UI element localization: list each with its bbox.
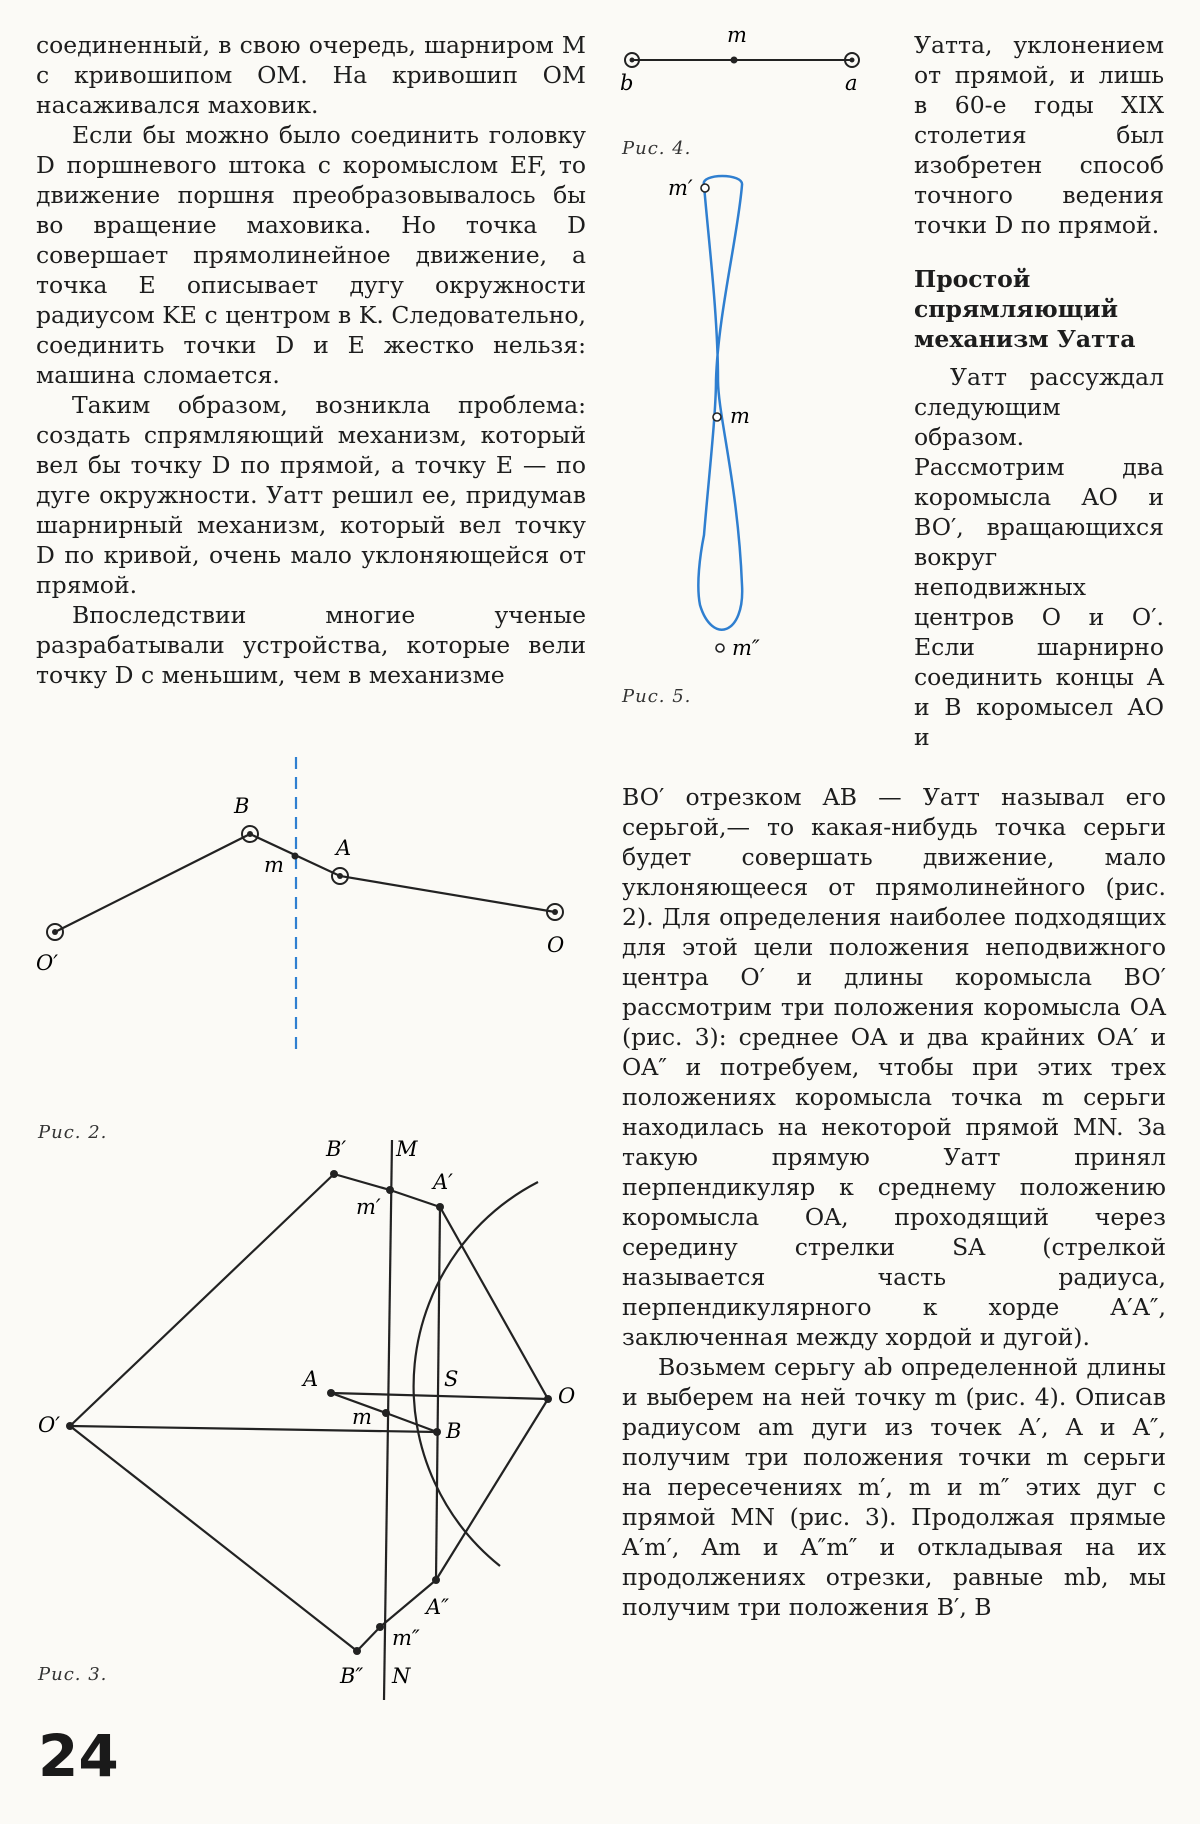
- fig2-label-O: O: [547, 933, 565, 957]
- fig3-point-m1: [386, 1186, 394, 1194]
- fig3-label-m1: m′: [356, 1195, 381, 1219]
- fig2-joint-O1-inner: [52, 929, 58, 935]
- fig3-line-AO: [331, 1393, 548, 1399]
- fig3-line-O1B: [70, 1426, 437, 1432]
- fig3-label-A1: A′: [433, 1170, 453, 1194]
- fig4-label-a: a: [845, 71, 858, 95]
- fig3-label-m: m: [352, 1405, 372, 1429]
- paragraph: соединенный, в свою очередь, шарниром M с кривошипом OM. На кривошип OM насаживался маховик.: [36, 31, 586, 119]
- fig5-label-m: m: [730, 404, 750, 428]
- fig3-line-A1A2: [436, 1207, 440, 1580]
- fig3-caption: Рис. 3.: [38, 1664, 108, 1685]
- fig3-label-B1: B′: [326, 1137, 347, 1161]
- paragraph: BO′ отрезком AB — Уатт называл его серьгой,— то какая-нибудь точка серьги будет совершать движение, мало уклоняющееся от прямолинейного (рис. 2). Для определения наиболее подходящих для этой цели положения неподвижного центра O′ и длины коромысла BO′ рассмотрим три положения коромысла OA (рис. 3): среднее OA и два крайних OA′ и OA″ и потребуем, чтобы при этих трех положениях коромысла точка m серьги находилась на некоторой прямой MN. За такую прямую Уатт принял перпендикуляр к среднему положению коромысла OA, проходящий через середину стрелки SA (стрелкой называется часть радиуса, перпендикулярного к хорде A′A″, заключенная между хордой и дугой).: [622, 783, 1166, 1351]
- fig3-point-O: [544, 1395, 552, 1403]
- fig3-label-O1: O′: [38, 1413, 60, 1437]
- fig2-label-B: B: [234, 794, 250, 818]
- fig3-label-S: S: [444, 1367, 459, 1391]
- figure-2: [0, 752, 610, 1052]
- fig5-label-m1: m′: [668, 176, 693, 200]
- fig3-line-O1B2: [70, 1426, 357, 1651]
- page-number: 24: [38, 1722, 119, 1790]
- fig3-arc: [414, 1182, 538, 1566]
- fig3-point-B: [433, 1428, 441, 1436]
- fig5-point-m: [713, 413, 721, 421]
- paragraph: Таким образом, возникла проблема: создать спрямляющий механизм, который вел бы точку D по прямой, а точку E — по дуге окружности. Уатт решил ее, придумав шарнирный механизм, который вел точку D по кривой, очень мало уклоняющейся от прямой.: [36, 391, 586, 599]
- fig3-point-A1: [436, 1203, 444, 1211]
- fig4-label-b: b: [620, 71, 634, 95]
- fig3-point-B1: [330, 1170, 338, 1178]
- fig3-point-m: [382, 1409, 390, 1417]
- figure-4: [615, 22, 875, 102]
- fig2-label-O1: O′: [36, 951, 58, 975]
- fig4-label-m: m: [727, 23, 747, 47]
- fig3-label-m2: m″: [392, 1626, 420, 1650]
- left-text-column: [36, 30, 586, 690]
- fig4-point-m: [731, 57, 738, 64]
- fig2-point-m: [292, 853, 299, 860]
- paragraph: Возьмем серьгу ab определенной длины и выберем на ней точку m (рис. 4). Описав радиусом am дуги из точек A′, A и A″, получим три положения точки m серьги на пересечениях m′, m и m″ этих дуг с прямой MN (рис. 3). Продолжая прямые A′m′, Am и A″m″ и откладывая на их продолжениях отрезки, равные mb, мы получим три положения B′, B: [622, 1353, 1166, 1621]
- fig2-label-m: m: [264, 853, 284, 877]
- fig5-point-m2: [716, 644, 724, 652]
- fig2-joint-A-inner: [337, 873, 343, 879]
- section-heading: Простой спрямляющий механизм Уатта: [914, 265, 1136, 353]
- fig4-joint-a-inner: [850, 58, 855, 63]
- paragraph: Уатт рассуждал следующим образом. Рассмотрим два коромысла AO и BO′, вращающихся вокруг неподвижных центров O и O′. Если шарнирно соединить концы A и B коромысел AO и: [914, 363, 1164, 751]
- fig2-joint-O-inner: [552, 909, 558, 915]
- right-text-column: [914, 30, 1164, 752]
- fig3-line-MN: [384, 1140, 392, 1700]
- figure-3: [0, 1130, 610, 1710]
- fig3-label-B2: B″: [340, 1664, 364, 1688]
- paragraph: Если бы можно было соединить головку D поршневого штока с коромыслом EF, то движение поршня преобразовывалось бы во вращение маховика. Но точка D совершает прямолинейное движение, а точка E описывает дугу окружности радиусом KE с центром в K. Следовательно, соединить точки D и E жестко нельзя: машина сломается.: [36, 121, 586, 389]
- fig3-point-A: [327, 1389, 335, 1397]
- fig4-caption: Рис. 4.: [622, 138, 692, 159]
- fig3-label-M: M: [396, 1137, 418, 1161]
- fig2-linkage: [55, 834, 555, 932]
- fig3-label-N: N: [392, 1664, 411, 1688]
- fig3-point-O1: [66, 1422, 74, 1430]
- fig5-curve: [698, 176, 742, 630]
- fig5-caption: Рис. 5.: [622, 686, 692, 707]
- fig3-label-O: O: [558, 1384, 576, 1408]
- fig3-point-B2: [353, 1647, 361, 1655]
- fig3-label-B: B: [446, 1419, 462, 1443]
- fig3-line-O1B1: [70, 1174, 334, 1426]
- figure-5: [660, 165, 790, 675]
- fig5-point-m1: [701, 184, 709, 192]
- bottom-right-text-column: [622, 782, 1166, 1622]
- fig3-label-A2: A″: [426, 1595, 450, 1619]
- paragraph: Впоследствии многие ученые разрабатывали устройства, которые вели точку D с меньшим, чем в механизме: [36, 601, 586, 689]
- fig3-point-A2: [432, 1576, 440, 1584]
- paragraph: Уатта, уклонением от прямой, и лишь в 60-е годы XIX столетия был изобретен способ точного ведения точки D по прямой.: [914, 31, 1164, 239]
- fig5-label-m2: m″: [732, 636, 760, 660]
- fig2-caption: Рис. 2.: [38, 1122, 108, 1143]
- fig3-point-m2: [376, 1623, 384, 1631]
- fig2-joint-B-inner: [247, 831, 253, 837]
- fig4-joint-b-inner: [630, 58, 635, 63]
- fig3-label-A: A: [303, 1367, 319, 1391]
- fig2-label-A: A: [336, 836, 352, 860]
